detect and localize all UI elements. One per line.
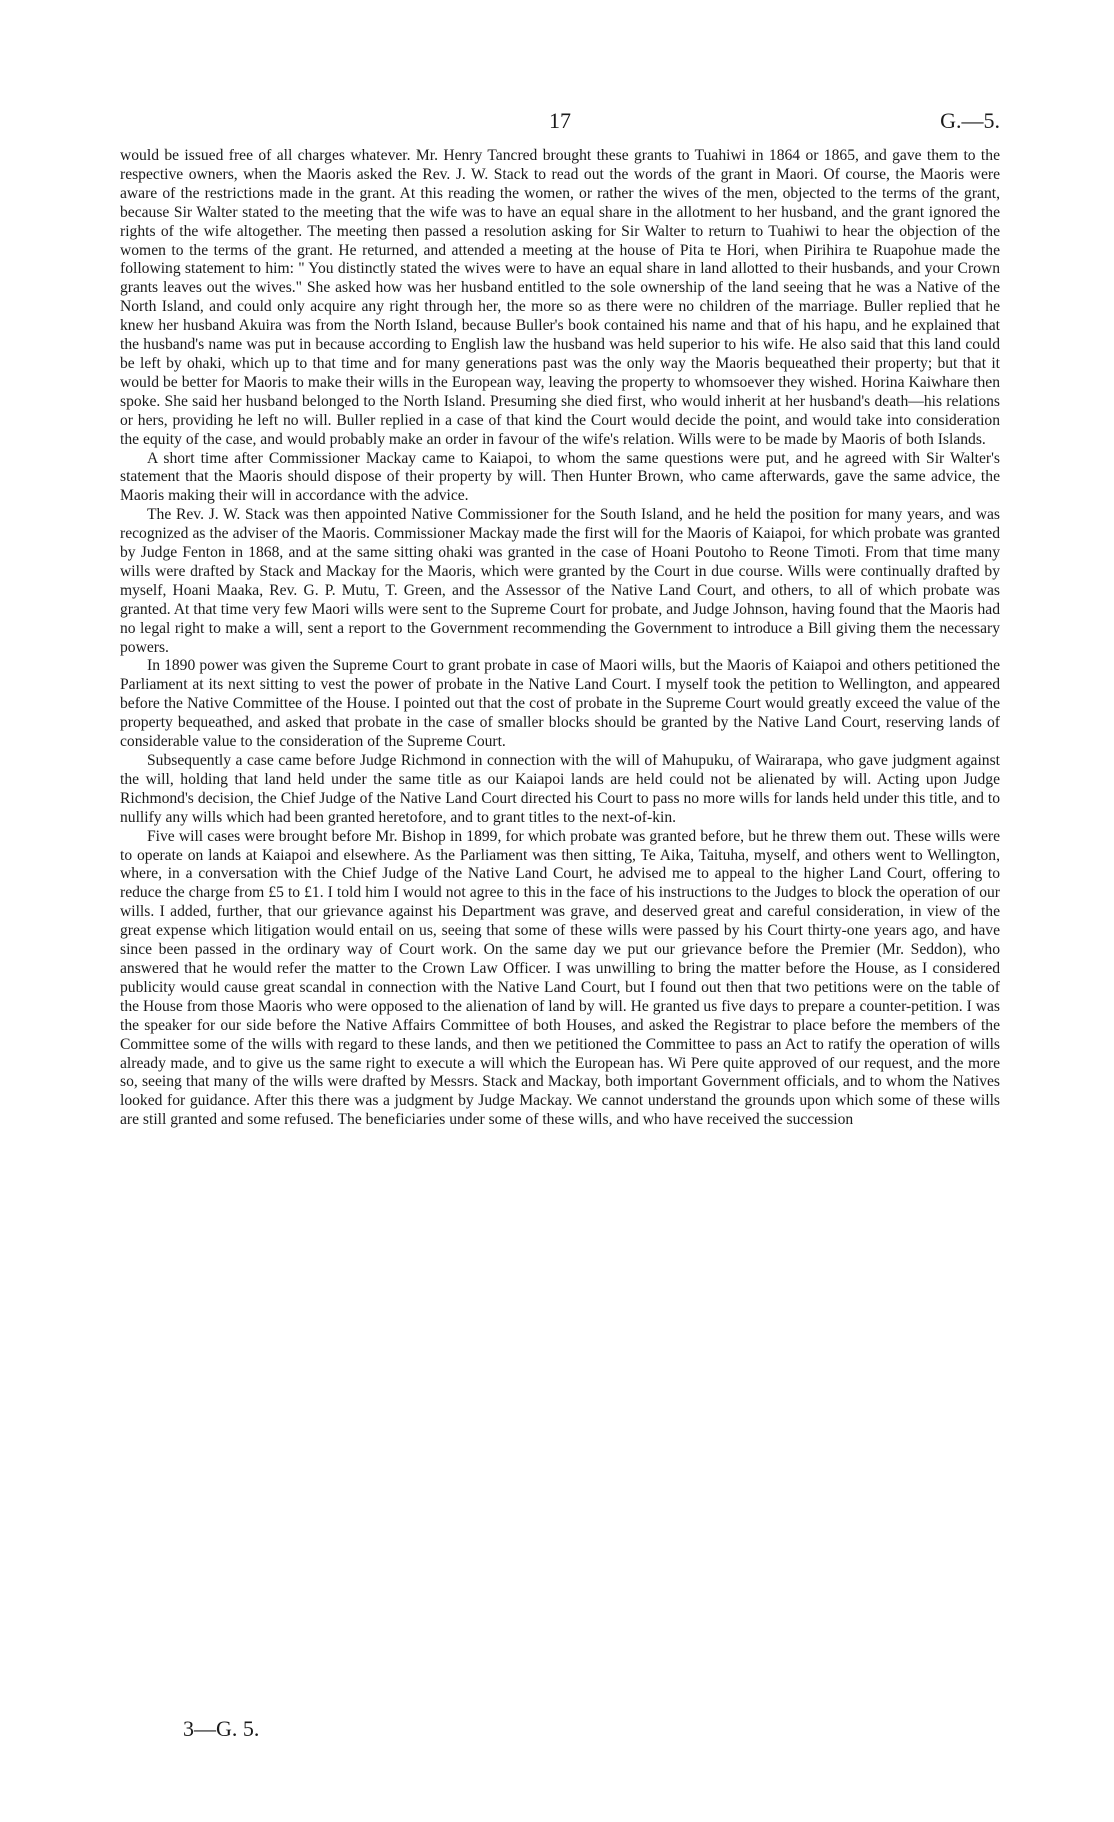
- paragraph-3: The Rev. J. W. Stack was then appointed Native Commissioner for the South Island, and he held the position for many years, and was recognized as the adviser of the Maoris. Commissioner Mackay made the first will for the Maoris of Kaiapoi, for which probate was granted by Judge Fenton in 1868, and at the same sitting ohaki was granted in the case of Hoani Poutoho to Reone Timoti. From that time many wills were drafted by Stack and Mackay for the Maoris, which were granted by the Court in due course. Wills were continually drafted by myself, Hoani Maaka, Rev. G. P. Mutu, T. Green, and the Assessor of the Native Land Court, and others, to all of which probate was granted. At that time very few Maori wills were sent to the Supreme Court for probate, and Judge Johnson, having found that the Maoris had no legal right to make a will, sent a report to the Government recommending the Government to introduce a Bill giving them the necessary powers.: [120, 506, 1000, 656]
- paragraph-1: would be issued free of all charges whatever. Mr. Henry Tancred brought these grants to Tuahiwi in 1864 or 1865, and gave them to the respective owners, when the Maoris asked the Rev. J. W. Stack to read out the words of the grant in Maori. Of course, the Maoris were aware of the restrictions made in the grant. At this reading the women, or rather the wives of the men, objected to the terms of the grant, because Sir Walter stated to the meeting that the wife was to have an equal share in the allotment to her husband, and the grant ignored the rights of the wife altogether. The meeting then passed a resolution asking for Sir Walter to return to Tuahiwi to hear the objection of the women to the terms of the grant. He returned, and attended a meeting at the house of Pita te Hori, when Pirihira te Ruapohue made the following statement to him: " You distinctly stated the wives were to have an equal share in land allotted to their husbands, and your Crown grants leaves out the wives." She asked how was her husband entitled to the sole ownership of the land seeing that he was a Native of the North Island, and could only acquire any right through her, the more so as there were no children of the marriage. Buller replied that he knew her husband Akuira was from the North Island, because Buller's book contained his name and that of his hapu, and he explained that the husband's name was put in because according to English law the husband was held superior to his wife. He also said that this land could be left by ohaki, which up to that time and for many generations past was the only way the Maoris bequeathed their property; but that it would be better for Maoris to make their wills in the European way, leaving the property to whomsoever they wished. Horina Kaiwhare then spoke. She said her husband belonged to the North Island. Presuming she died first, who would inherit at her husband's death—his relations or hers, providing he left no will. Buller replied in a case of that kind the Court would decide the point, and would take into consideration the equity of the case, and would probably make an order in favour of the wife's relation. Wills were to be made by Maoris of both Islands.: [120, 147, 1000, 448]
- sheet-reference: 3—G. 5.: [183, 1716, 260, 1741]
- document-reference: G.—5.: [940, 108, 1000, 133]
- paragraph-2: A short time after Commissioner Mackay came to Kaiapoi, to whom the same questions were put, and he agreed with Sir Walter's statement that the Maoris should dispose of their property by will. Then Hunter Brown, who came afterwards, gave the same advice, the Maoris making their will in accordance with the advice.: [120, 449, 1000, 505]
- paragraph-6: Five will cases were brought before Mr. Bishop in 1899, for which probate was granted before, but he threw them out. These wills were to operate on lands at Kaiapoi and elsewhere. As the Parliament was then sitting, Te Aika, Taituha, myself, and others went to Wellington, where, in a conversation with the Chief Judge of the Native Land Court, he advised me to appeal to the higher Land Court, offering to reduce the charge from £5 to £1. I told him I would not agree to this in the face of his instructions to the Judges to block the operation of our wills. I added, further, that our grievance against his Department was grave, and deserved great and careful consideration, in view of the great expense which litigation would entail on us, seeing that some of these wills were passed by his Court thirty-one years ago, and have since been passed in the ordinary way of Court work. On the same day we put our grievance before the Premier (Mr. Seddon), who answered that he would refer the matter to the Crown Law Officer. I was unwilling to bring the matter before the House, as I considered publicity would cause great scandal in connection with the Native Land Court, but I found out then that two petitions were on the table of the House from those Maoris who were opposed to the alienation of land by will. He granted us five days to prepare a counter-petition. I was the speaker for our side before the Native Affairs Committee of both Houses, and asked the Registrar to place before the members of the Committee some of the wills with regard to these lands, and then we petitioned the Committee to pass an Act to ratify the operation of wills already made, and to give us the same right to execute a will which the European has. Wi Pere quite approved of our request, and the more so, seeing that many of the wills were drafted by Messrs. Stack and Mackay, both important Government officials, and to whom the Natives looked for guidance. After this there was a judgment by Judge Mackay. We cannot understand the grounds upon which some of these wills are still granted and some refused. The beneficiaries under some of these wills, and who have received the succession: [120, 827, 1000, 1129]
- page-header: [120, 108, 1000, 138]
- paragraph-5: Subsequently a case came before Judge Richmond in connection with the will of Mahupuku, of Wairarapa, who gave judgment against the will, holding that land held under the same title as our Kaiapoi lands are held could not be alienated by will. Acting upon Judge Richmond's decision, the Chief Judge of the Native Land Court directed his Court to pass no more wills for lands held under this title, and to nullify any wills which had been granted heretofore, and to grant titles to the next-of-kin.: [120, 752, 1000, 826]
- page-number: 17: [549, 108, 571, 133]
- paragraph-4: In 1890 power was given the Supreme Court to grant probate in case of Maori wills, but the Maoris of Kaiapoi and others petitioned the Parliament at its next sitting to vest the power of probate in the Native Land Court. I myself took the petition to Wellington, and appeared before the Native Committee of the House. I pointed out that the cost of probate in the Supreme Court would greatly exceed the value of the property bequeathed, and asked that probate in the case of smaller blocks should be granted by the Native Land Court, reserving lands of considerable value to the consideration of the Supreme Court.: [120, 657, 1000, 751]
- body-text: [120, 147, 1000, 1130]
